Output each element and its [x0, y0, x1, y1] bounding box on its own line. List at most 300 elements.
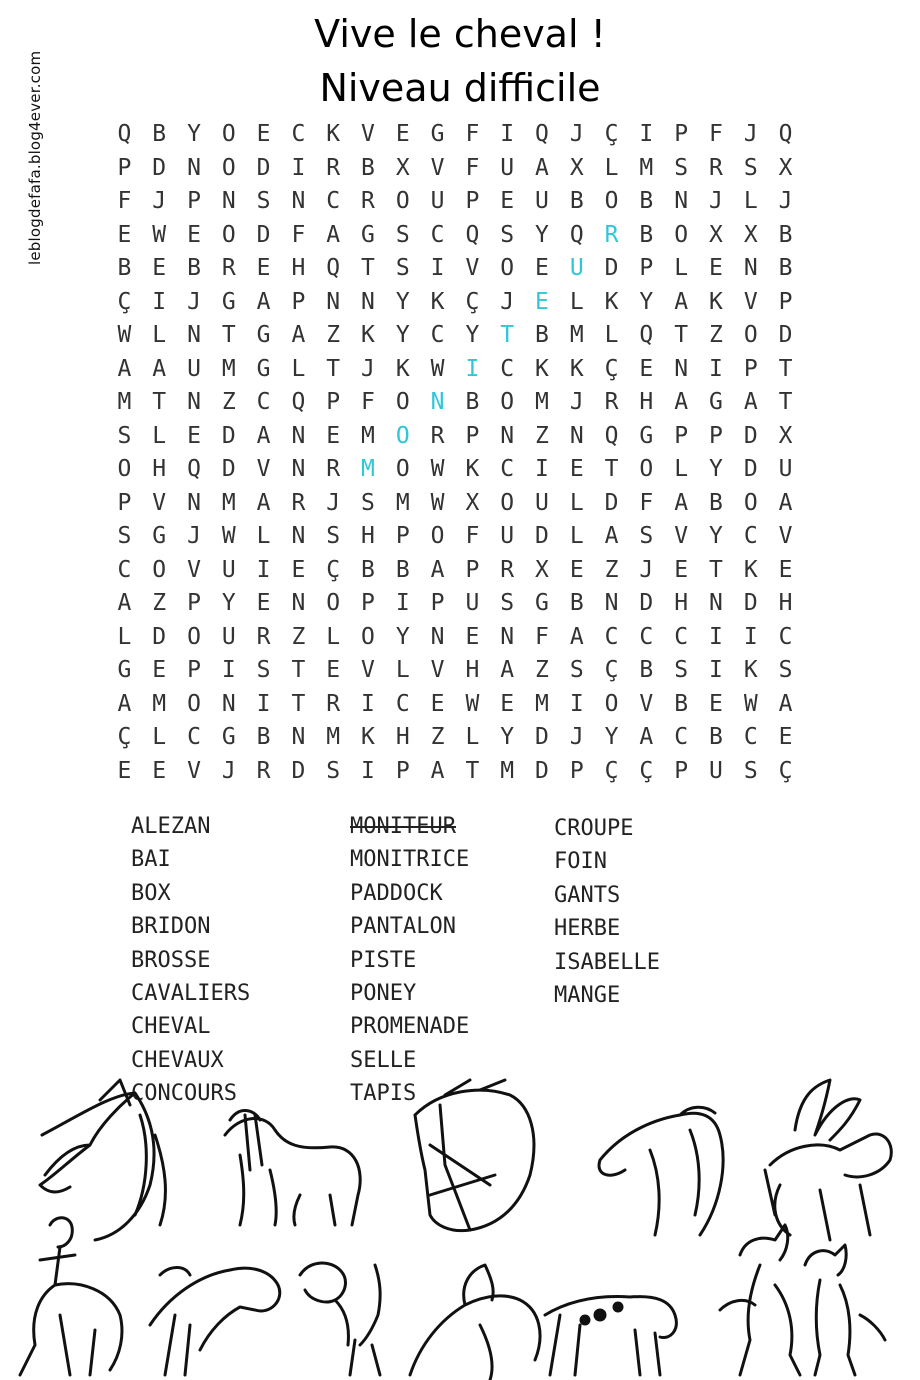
grid-letter[interactable]: B — [709, 724, 723, 750]
grid-letter[interactable]: V — [256, 456, 271, 482]
grid-letter[interactable]: U — [465, 590, 480, 616]
grid-letter[interactable]: N — [291, 422, 306, 449]
grid-letter[interactable]: J — [569, 121, 584, 147]
grid-letter[interactable]: Q — [639, 322, 654, 348]
grid-letter[interactable]: K — [743, 657, 758, 683]
grid-letter[interactable]: M — [639, 154, 654, 181]
grid-letter[interactable]: B — [569, 590, 584, 616]
grid-letter[interactable]: T — [604, 456, 619, 482]
grid-letter[interactable]: F — [465, 523, 480, 549]
grid-letter[interactable]: Y — [709, 456, 723, 482]
grid-letter[interactable]: E — [535, 255, 549, 281]
grid-letter[interactable]: F — [291, 221, 306, 248]
grid-letter[interactable]: C — [256, 389, 271, 415]
grid-letter[interactable]: B — [395, 556, 410, 583]
grid-letter[interactable]: N — [291, 188, 306, 214]
grid-letter[interactable]: S — [639, 523, 654, 549]
grid-letter[interactable]: V — [187, 556, 201, 583]
grid-letter[interactable]: Ç — [117, 288, 132, 315]
grid-letter[interactable]: D — [604, 489, 619, 516]
grid-letter[interactable]: K — [326, 121, 341, 147]
grid-letter[interactable]: P — [465, 188, 480, 214]
grid-letter[interactable]: D — [221, 422, 236, 449]
grid-letter[interactable]: D — [639, 590, 654, 616]
grid-letter[interactable]: X — [535, 556, 549, 583]
grid-letter[interactable]: X — [743, 221, 758, 248]
grid-letter[interactable]: L — [152, 724, 167, 750]
grid-letter[interactable]: P — [187, 657, 201, 683]
grid-letter[interactable]: C — [500, 456, 515, 482]
grid-letter[interactable]: A — [291, 322, 306, 348]
grid-letter[interactable]: H — [395, 724, 410, 750]
grid-letter[interactable]: P — [291, 288, 306, 315]
grid-letter[interactable]: N — [291, 456, 306, 482]
grid-letter[interactable]: Y — [639, 288, 654, 315]
grid-letter[interactable]: P — [639, 255, 654, 281]
grid-letter[interactable]: D — [256, 221, 271, 248]
grid-letter[interactable]: L — [743, 188, 758, 214]
grid-letter[interactable]: S — [674, 657, 689, 683]
grid-letter[interactable]: C — [674, 623, 689, 650]
grid-letter[interactable]: Q — [535, 121, 549, 147]
grid-letter[interactable]: E — [639, 355, 654, 382]
grid-letter[interactable]: C — [743, 523, 758, 549]
grid-letter[interactable]: R — [361, 188, 375, 214]
grid-letter[interactable]: H — [152, 456, 167, 482]
grid-letter[interactable]: E — [778, 556, 793, 583]
grid-letter[interactable]: M — [221, 355, 236, 382]
grid-letter[interactable]: T — [291, 657, 306, 683]
grid-letter[interactable]: N — [291, 724, 306, 750]
grid-letter[interactable]: Z — [604, 556, 619, 583]
grid-letter[interactable]: L — [117, 623, 132, 650]
grid-letter[interactable]: O — [221, 154, 236, 181]
grid-letter[interactable]: N — [569, 422, 584, 449]
grid-letter[interactable]: K — [535, 355, 549, 382]
grid-letter[interactable]: P — [743, 355, 758, 382]
grid-letter[interactable]: Y — [187, 121, 201, 147]
grid-letter[interactable]: A — [674, 489, 689, 516]
grid-letter[interactable]: K — [743, 556, 758, 583]
grid-letter[interactable]: K — [361, 322, 375, 348]
grid-letter[interactable]: I — [743, 623, 758, 650]
grid-letter[interactable]: M — [500, 757, 515, 784]
grid-letter[interactable]: R — [709, 154, 723, 181]
grid-letter[interactable]: E — [187, 422, 201, 449]
grid-letter[interactable]: J — [187, 523, 201, 549]
grid-letter[interactable]: P — [709, 422, 723, 449]
grid-letter[interactable]: D — [535, 523, 549, 549]
grid-letter[interactable]: F — [639, 489, 654, 516]
grid-letter[interactable]: X — [465, 489, 480, 516]
grid-letter[interactable]: V — [361, 121, 375, 147]
grid-letter[interactable]: Z — [221, 389, 236, 415]
word-search-grid[interactable] — [107, 118, 803, 788]
grid-letter[interactable]: A — [256, 422, 271, 449]
grid-letter[interactable]: I — [709, 657, 723, 683]
grid-letter[interactable]: X — [778, 422, 793, 449]
grid-letter[interactable]: G — [221, 288, 236, 315]
grid-letter[interactable]: M — [326, 724, 341, 750]
grid-letter[interactable]: A — [117, 690, 132, 717]
grid-letter[interactable]: D — [152, 154, 167, 181]
grid-letter[interactable]: M — [152, 690, 167, 717]
grid-letter[interactable]: V — [465, 255, 480, 281]
grid-letter[interactable]: Ç — [326, 556, 341, 583]
grid-letter[interactable]: T — [778, 355, 793, 382]
grid-letter[interactable]: S — [256, 657, 271, 683]
grid-letter[interactable]: U — [709, 757, 723, 784]
grid-letter[interactable]: I — [430, 255, 445, 281]
grid-letter[interactable]: Z — [535, 422, 549, 449]
grid-letter[interactable]: I — [500, 121, 515, 147]
grid-letter[interactable]: J — [326, 489, 341, 516]
grid-letter[interactable]: Ç — [117, 724, 132, 750]
grid-letter[interactable]: R — [604, 389, 619, 415]
grid-letter[interactable]: A — [117, 355, 132, 382]
grid-letter[interactable]: Z — [535, 657, 549, 683]
grid-letter[interactable]: S — [500, 590, 515, 616]
grid-letter[interactable]: S — [743, 757, 758, 784]
grid-letter[interactable]: N — [291, 590, 306, 616]
grid-letter[interactable]: Y — [221, 590, 236, 616]
grid-letter[interactable]: B — [709, 489, 723, 516]
grid-letter[interactable]: D — [256, 154, 271, 181]
grid-letter[interactable]: N — [430, 623, 445, 650]
grid-letter[interactable]: A — [535, 154, 549, 181]
grid-letter[interactable]: M — [117, 389, 132, 415]
grid-letter[interactable]: E — [500, 188, 515, 214]
grid-letter[interactable]: E — [569, 556, 584, 583]
grid-letter[interactable]: L — [674, 456, 689, 482]
grid-letter[interactable]: D — [778, 322, 793, 348]
grid-letter[interactable]: N — [500, 623, 515, 650]
grid-letter[interactable]: O — [639, 456, 654, 482]
grid-letter[interactable]: J — [709, 188, 723, 214]
grid-letter[interactable]: O — [221, 221, 236, 248]
grid-letter[interactable]: L — [604, 322, 619, 348]
grid-letter[interactable]: I — [709, 623, 723, 650]
grid-letter[interactable]: S — [674, 154, 689, 181]
grid-letter[interactable]: A — [256, 489, 271, 516]
grid-letter[interactable]: C — [395, 690, 410, 717]
grid-letter[interactable]: Y — [500, 724, 515, 750]
grid-letter[interactable]: D — [221, 456, 236, 482]
grid-letter[interactable]: V — [674, 523, 689, 549]
grid-letter[interactable]: T — [291, 690, 306, 717]
grid-letter[interactable]: Q — [117, 121, 132, 147]
grid-letter[interactable]: T — [709, 556, 723, 583]
grid-letter[interactable]: J — [639, 556, 654, 583]
grid-letter[interactable]: I — [291, 154, 306, 181]
grid-letter[interactable]: A — [778, 690, 793, 717]
grid-letter[interactable]: B — [639, 657, 654, 683]
grid-letter[interactable]: S — [326, 523, 341, 549]
grid-letter[interactable]: W — [117, 322, 132, 348]
grid-letter[interactable]: P — [187, 188, 201, 214]
grid-letter[interactable]: L — [326, 623, 341, 650]
grid-letter[interactable]: Z — [152, 590, 167, 616]
grid-letter[interactable]: P — [187, 590, 201, 616]
grid-letter[interactable]: F — [465, 121, 480, 147]
grid-letter[interactable]: V — [778, 523, 793, 549]
grid-letter[interactable]: C — [674, 724, 689, 750]
grid-letter[interactable]: K — [395, 355, 410, 382]
grid-letter[interactable]: F — [361, 389, 375, 415]
grid-letter[interactable]: I — [569, 690, 584, 717]
grid-letter[interactable]: N — [187, 389, 201, 415]
grid-letter[interactable]: P — [674, 757, 689, 784]
grid-letter[interactable]: B — [187, 255, 201, 281]
grid-letter[interactable]: V — [187, 757, 201, 784]
grid-letter[interactable]: I — [361, 757, 375, 784]
grid-letter[interactable]: L — [395, 657, 410, 683]
grid-letter[interactable]: S — [500, 221, 515, 248]
grid-letter[interactable]: A — [326, 221, 341, 248]
grid-letter[interactable]: B — [535, 322, 549, 348]
grid-letter[interactable]: I — [709, 355, 723, 382]
grid-letter[interactable]: Ç — [604, 121, 619, 147]
grid-letter[interactable]: Ç — [604, 757, 619, 784]
grid-letter[interactable]: A — [674, 389, 689, 415]
grid-letter[interactable]: E — [187, 221, 201, 248]
grid-letter[interactable]: B — [256, 724, 271, 750]
grid-letter[interactable]: P — [326, 389, 341, 415]
grid-letter[interactable]: A — [430, 556, 445, 583]
grid-letter[interactable]: Ç — [465, 288, 480, 315]
grid-letter[interactable]: U — [221, 623, 236, 650]
grid-letter[interactable]: H — [778, 590, 793, 616]
grid-letter[interactable]: N — [709, 590, 723, 616]
grid-letter[interactable]: N — [187, 154, 201, 181]
grid-letter[interactable]: O — [187, 623, 201, 650]
grid-letter[interactable]: W — [743, 690, 758, 717]
grid-letter[interactable]: Y — [395, 623, 410, 650]
grid-letter[interactable]: N — [674, 355, 689, 382]
grid-letter[interactable]: B — [569, 188, 584, 214]
grid-letter[interactable]: R — [291, 489, 306, 516]
grid-letter[interactable]: U — [500, 523, 515, 549]
grid-letter[interactable]: B — [361, 556, 375, 583]
grid-letter[interactable]: S — [117, 523, 132, 549]
grid-letter[interactable]: T — [152, 389, 167, 415]
grid-letter[interactable]: O — [187, 690, 201, 717]
grid-letter[interactable]: T — [465, 757, 480, 784]
grid-letter[interactable]: R — [221, 255, 236, 281]
grid-letter[interactable]: C — [117, 556, 132, 583]
grid-letter[interactable]: D — [743, 590, 758, 616]
grid-letter[interactable]: A — [500, 657, 515, 683]
grid-letter-found[interactable]: O — [395, 422, 410, 449]
grid-letter[interactable]: Ç — [604, 657, 619, 683]
grid-letter[interactable]: I — [395, 590, 410, 616]
grid-letter[interactable]: C — [187, 724, 201, 750]
grid-letter[interactable]: O — [395, 188, 410, 214]
grid-letter[interactable]: I — [152, 288, 167, 315]
grid-letter[interactable]: Q — [326, 255, 341, 281]
grid-letter[interactable]: U — [535, 489, 549, 516]
grid-letter[interactable]: L — [604, 154, 619, 181]
grid-letter[interactable]: M — [535, 389, 549, 415]
grid-letter[interactable]: R — [326, 154, 341, 181]
grid-letter[interactable]: W — [221, 523, 236, 549]
grid-letter[interactable]: A — [778, 489, 793, 516]
grid-letter[interactable]: S — [395, 255, 410, 281]
grid-letter[interactable]: P — [569, 757, 584, 784]
grid-letter[interactable]: G — [535, 590, 549, 616]
grid-letter[interactable]: L — [465, 724, 480, 750]
grid-letter[interactable]: W — [430, 355, 445, 382]
grid-letter[interactable]: S — [395, 221, 410, 248]
grid-letter[interactable]: G — [256, 322, 271, 348]
grid-letter[interactable]: O — [221, 121, 236, 147]
grid-letter[interactable]: E — [326, 422, 341, 449]
grid-letter[interactable]: M — [395, 489, 410, 516]
grid-letter[interactable]: J — [221, 757, 236, 784]
grid-letter[interactable]: K — [361, 724, 375, 750]
grid-letter[interactable]: P — [465, 422, 480, 449]
grid-letter[interactable]: Z — [709, 322, 723, 348]
grid-letter[interactable]: W — [465, 690, 480, 717]
grid-letter[interactable]: O — [395, 456, 410, 482]
grid-letter[interactable]: Z — [430, 724, 445, 750]
grid-letter[interactable]: R — [500, 556, 515, 583]
grid-letter[interactable]: E — [674, 556, 689, 583]
grid-letter[interactable]: P — [465, 556, 480, 583]
grid-letter[interactable]: B — [639, 188, 654, 214]
grid-letter[interactable]: T — [674, 322, 689, 348]
grid-letter[interactable]: N — [221, 690, 236, 717]
grid-letter[interactable]: O — [395, 389, 410, 415]
grid-letter[interactable]: E — [778, 724, 793, 750]
grid-letter[interactable]: Ç — [639, 757, 654, 784]
grid-letter[interactable]: N — [674, 188, 689, 214]
grid-letter[interactable]: Ç — [604, 355, 619, 382]
grid-letter[interactable]: S — [326, 757, 341, 784]
grid-letter[interactable]: S — [361, 489, 375, 516]
grid-letter[interactable]: R — [430, 422, 445, 449]
grid-letter[interactable]: G — [256, 355, 271, 382]
grid-letter[interactable]: I — [221, 657, 236, 683]
grid-letter[interactable]: C — [291, 121, 306, 147]
grid-letter[interactable]: B — [778, 255, 793, 281]
grid-letter[interactable]: X — [709, 221, 723, 248]
grid-letter[interactable]: D — [604, 255, 619, 281]
grid-letter-found[interactable]: U — [569, 255, 584, 281]
grid-letter[interactable]: G — [361, 221, 375, 248]
grid-letter[interactable]: E — [152, 255, 167, 281]
grid-letter[interactable]: O — [117, 456, 132, 482]
grid-letter[interactable]: G — [639, 422, 654, 449]
grid-letter[interactable]: M — [535, 690, 549, 717]
grid-letter[interactable]: O — [500, 255, 515, 281]
grid-letter[interactable]: I — [256, 556, 271, 583]
grid-letter[interactable]: L — [674, 255, 689, 281]
grid-letter[interactable]: B — [361, 154, 375, 181]
grid-letter[interactable]: K — [465, 456, 480, 482]
grid-letter[interactable]: V — [430, 154, 445, 181]
grid-letter[interactable]: J — [500, 288, 515, 315]
grid-letter[interactable]: T — [361, 255, 375, 281]
grid-letter-found[interactable]: M — [361, 456, 375, 482]
grid-letter[interactable]: N — [187, 489, 201, 516]
grid-letter[interactable]: U — [187, 355, 201, 382]
grid-letter[interactable]: K — [430, 288, 445, 315]
grid-letter[interactable]: N — [187, 322, 201, 348]
grid-letter[interactable]: N — [326, 288, 341, 315]
grid-letter[interactable]: N — [361, 288, 375, 315]
grid-letter[interactable]: O — [604, 188, 619, 214]
grid-letter[interactable]: Y — [395, 322, 410, 348]
grid-letter[interactable]: C — [743, 724, 758, 750]
grid-letter[interactable]: A — [152, 355, 167, 382]
grid-letter[interactable]: C — [604, 623, 619, 650]
grid-letter[interactable]: L — [291, 355, 306, 382]
grid-letter[interactable]: W — [430, 456, 445, 482]
grid-letter[interactable]: O — [604, 690, 619, 717]
grid-letter[interactable]: L — [256, 523, 271, 549]
grid-letter[interactable]: E — [465, 623, 480, 650]
grid-letter[interactable]: H — [639, 389, 654, 415]
grid-letter[interactable]: E — [152, 757, 167, 784]
grid-letter[interactable]: P — [674, 121, 689, 147]
grid-letter[interactable]: G — [221, 724, 236, 750]
grid-letter[interactable]: G — [430, 121, 445, 147]
grid-letter[interactable]: O — [500, 389, 515, 415]
grid-letter[interactable]: C — [326, 188, 341, 214]
grid-letter[interactable]: N — [221, 188, 236, 214]
grid-letter[interactable]: B — [639, 221, 654, 248]
grid-letter[interactable]: H — [674, 590, 689, 616]
grid-letter[interactable]: T — [778, 389, 793, 415]
grid-letter[interactable]: C — [430, 322, 445, 348]
grid-letter[interactable]: J — [569, 724, 584, 750]
grid-letter[interactable]: E — [430, 690, 445, 717]
grid-letter[interactable]: O — [430, 523, 445, 549]
grid-letter[interactable]: W — [430, 489, 445, 516]
grid-letter[interactable]: T — [326, 355, 341, 382]
grid-letter[interactable]: Y — [535, 221, 549, 248]
grid-letter[interactable]: O — [743, 489, 758, 516]
grid-letter[interactable]: G — [117, 657, 132, 683]
grid-letter[interactable]: R — [256, 757, 271, 784]
grid-letter[interactable]: P — [117, 154, 132, 181]
grid-letter[interactable]: Y — [395, 288, 410, 315]
grid-letter[interactable]: Q — [604, 422, 619, 449]
grid-letter[interactable]: M — [569, 322, 584, 348]
grid-letter[interactable]: P — [361, 590, 375, 616]
grid-letter[interactable]: G — [152, 523, 167, 549]
grid-letter[interactable]: M — [361, 422, 375, 449]
grid-letter[interactable]: V — [152, 489, 167, 516]
grid-letter[interactable]: E — [256, 121, 271, 147]
grid-letter[interactable]: R — [326, 456, 341, 482]
grid-letter[interactable]: A — [256, 288, 271, 315]
grid-letter[interactable]: B — [778, 221, 793, 248]
grid-letter[interactable]: N — [604, 590, 619, 616]
grid-letter[interactable]: B — [152, 121, 167, 147]
grid-letter[interactable]: E — [569, 456, 584, 482]
grid-letter[interactable]: D — [291, 757, 306, 784]
grid-letter[interactable]: D — [535, 757, 549, 784]
grid-letter[interactable]: F — [117, 188, 132, 214]
grid-letter-found[interactable]: E — [535, 288, 549, 315]
grid-letter[interactable]: J — [743, 121, 758, 147]
grid-letter[interactable]: X — [395, 154, 410, 181]
grid-letter[interactable]: D — [743, 422, 758, 449]
grid-letter-found[interactable]: R — [604, 221, 619, 248]
grid-letter[interactable]: P — [395, 757, 410, 784]
